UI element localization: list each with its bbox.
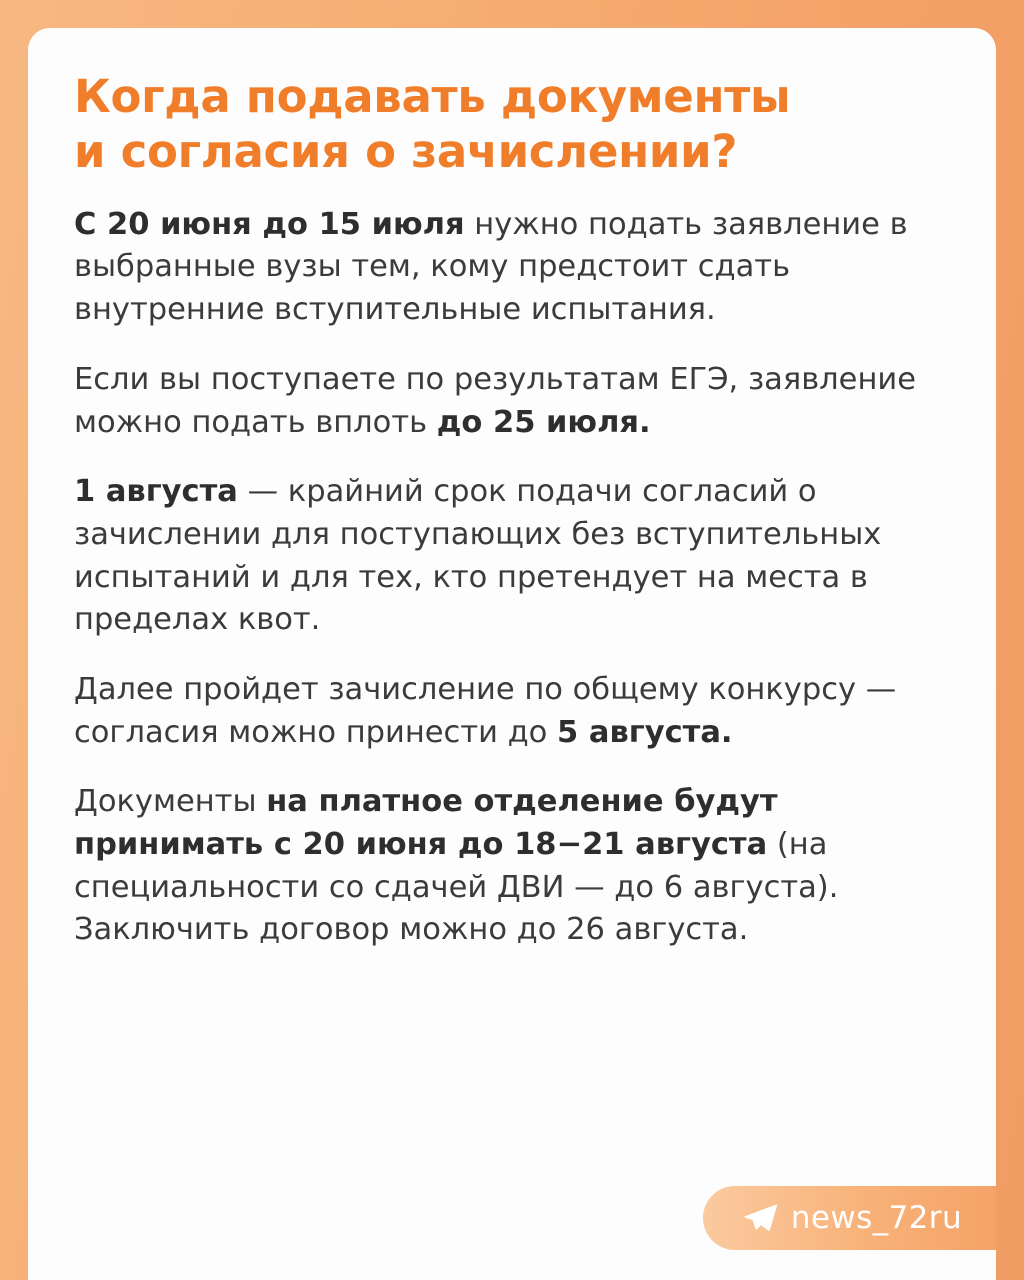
page-title [74, 70, 950, 180]
paragraph-5: Документы на платное отделение будут принимать с 20 июня до 18−21 августа (на специальности со сдачей ДВИ — до 6 августа). Заключить договор можно до 26 августа. [74, 784, 839, 948]
paragraph-4: Далее пройдет зачисление по общему конкурсу — согласия можно принести до 5 августа. [74, 671, 897, 750]
page-title-line-1: Когда подавать документы [74, 70, 791, 123]
content-card [28, 28, 996, 1280]
telegram-icon [743, 1203, 777, 1233]
paragraph-1: С 20 июня до 15 июля нужно подать заявление в выбранные вузы тем, кому предстоит сдать внутренние вступительные испытания. [74, 206, 908, 328]
channel-badge[interactable] [703, 1186, 996, 1250]
paragraph-3: 1 августа — крайний срок подачи согласий о зачислении для поступающих без вступительных испытаний и для тех, кто претендует на места в пределах квот. [74, 474, 882, 638]
channel-handle: news_72ru [790, 1200, 962, 1236]
page-title-line-2: и согласия о зачислении? [74, 124, 738, 178]
paragraph-2: Если вы поступаете по результатам ЕГЭ, заявление можно подать вплоть до 25 июля. [74, 361, 916, 440]
body-text [74, 204, 950, 952]
